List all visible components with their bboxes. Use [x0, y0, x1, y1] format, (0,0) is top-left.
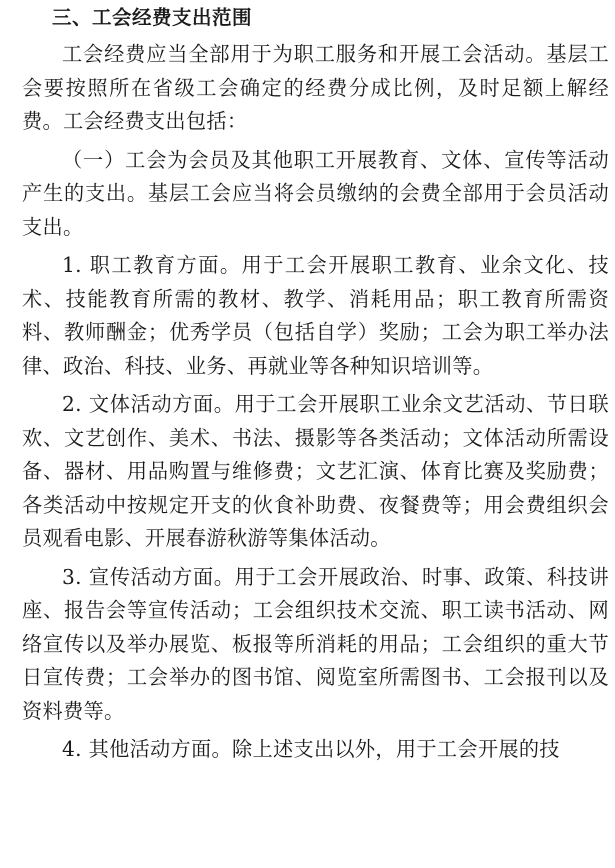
education-paragraph: 1. 职工教育方面。用于工会开展职工教育、业余文化、技术、技能教育所需的教材、教学、消耗用品；职工教育所需资料、教师酬金；优秀学员（包括自学）奖励；工会为职工举办法律、政治、科技、业务、再就业等各种知识培训等。	[22, 253, 609, 378]
culture-sports-paragraph: 2. 文体活动方面。用于工会开展职工业余文艺活动、节日联欢、文艺创作、美术、书法、摄影等各类活动；文体活动所需设备、器材、用品购置与维修费；文艺汇演、体育比赛及奖励费；各类活动中按规定开支的伙食补助费、夜餐费等；用会费组织会员观看电影、开展春游秋游等集体活动。	[22, 392, 609, 550]
category-one-paragraph: （一）工会为会员及其他职工开展教育、文体、宣传等活动产生的支出。基层工会应当将会员缴纳的会费全部用于会员活动支出。	[22, 147, 609, 239]
other-activities-paragraph: 4. 其他活动方面。除上述支出以外，用于工会开展的技	[62, 737, 560, 761]
section-heading: 三、工会经费支出范围	[52, 6, 253, 29]
intro-paragraph: 工会经费应当全部用于为职工服务和开展工会活动。基层工会要按照所在省级工会确定的经费分成比例，及时足额上解经费。工会经费支出包括：	[22, 42, 609, 133]
publicity-paragraph: 3. 宣传活动方面。用于工会开展政治、时事、政策、科技讲座、报告会等宣传活动；工会组织技术交流、职工读书活动、网络宣传以及举办展览、板报等所消耗的用品；工会组织的重大节日宣传费；工会举办的图书馆、阅览室所需图书、工会报刊以及资料费等。	[22, 564, 609, 723]
